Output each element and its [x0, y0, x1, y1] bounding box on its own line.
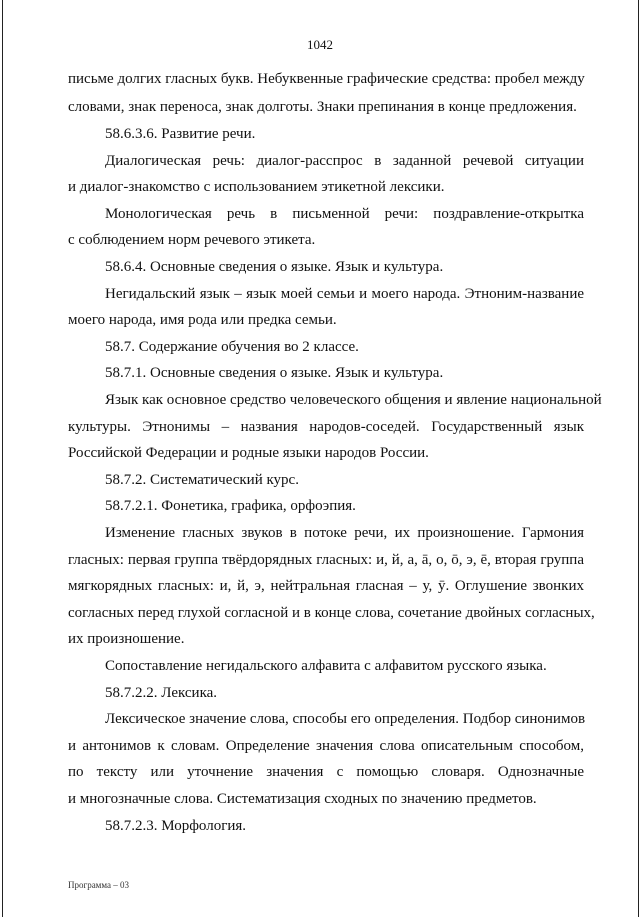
text-line: Российской Федерации и родные языки народов России. — [68, 445, 429, 461]
text-line: Изменение гласных звуков в потоке речи, их произношение. Гармония — [105, 525, 584, 541]
footer-label: Программа – 03 — [68, 880, 130, 890]
section-heading: 58.6.4. Основные сведения о языке. Язык и культура. — [105, 259, 444, 275]
text-line: мягкорядных гласных: и, й, э, нейтральная гласная – у, ӯ. Оглушение звонких — [68, 578, 584, 594]
text-line: письме долгих гласных букв. Небуквенные графические средства: пробел между — [68, 71, 585, 87]
section-heading: 58.6.3.6. Развитие речи. — [105, 126, 256, 142]
section-heading: 58.7.2.1. Фонетика, графика, орфоэпия. — [105, 498, 356, 514]
left-page-edge — [2, 0, 3, 917]
text-line: культуры. Этнонимы – названия народов-соседей. Государственный язык — [68, 419, 584, 435]
text-line: моего народа, имя рода или предка семьи. — [68, 312, 337, 328]
text-line: их произношение. — [68, 631, 185, 647]
text-line: по тексту или уточнение значения с помощью словаря. Однозначные — [68, 764, 584, 780]
text-line: и многозначные слова. Систематизация сходных по значению предметов. — [68, 791, 537, 807]
section-heading: 58.7. Содержание обучения во 2 классе. — [105, 339, 359, 355]
section-heading: 58.7.2. Систематический курс. — [105, 472, 299, 488]
text-line: согласных перед глухой согласной и в конце слова, сочетание двойных согласных, — [68, 605, 595, 621]
right-page-edge — [638, 0, 639, 917]
text-line: Язык как основное средство человеческого общения и явление национальной — [105, 392, 602, 408]
section-heading: 58.7.2.2. Лексика. — [105, 685, 218, 701]
text-line: словами, знак переноса, знак долготы. Знаки препинания в конце предложения. — [68, 99, 577, 115]
text-line: с соблюдением норм речевого этикета. — [68, 232, 316, 248]
text-line: и антонимов к словам. Определение значения слова описательным способом, — [68, 738, 584, 754]
text-line: гласных: первая группа твёрдорядных гласных: и, й, а, ā, о, ō, э, ē, вторая группа — [68, 552, 584, 568]
text-line: Негидальский язык – язык моей семьи и моего народа. Этноним-название — [105, 286, 584, 302]
page-number: 1042 — [307, 37, 333, 52]
text-line: и диалог-знакомство с использованием этикетной лексики. — [68, 179, 445, 195]
section-heading: 58.7.2.3. Морфология. — [105, 818, 247, 834]
text-line: Монологическая речь в письменной речи: поздравление-открытка — [105, 206, 584, 222]
section-heading: 58.7.1. Основные сведения о языке. Язык и культура. — [105, 365, 444, 381]
text-line: Лексическое значение слова, способы его определения. Подбор синонимов — [105, 711, 586, 727]
text-line: Сопоставление негидальского алфавита с алфавитом русского языка. — [105, 658, 547, 674]
text-line: Диалогическая речь: диалог-расспрос в заданной речевой ситуации — [105, 153, 584, 169]
